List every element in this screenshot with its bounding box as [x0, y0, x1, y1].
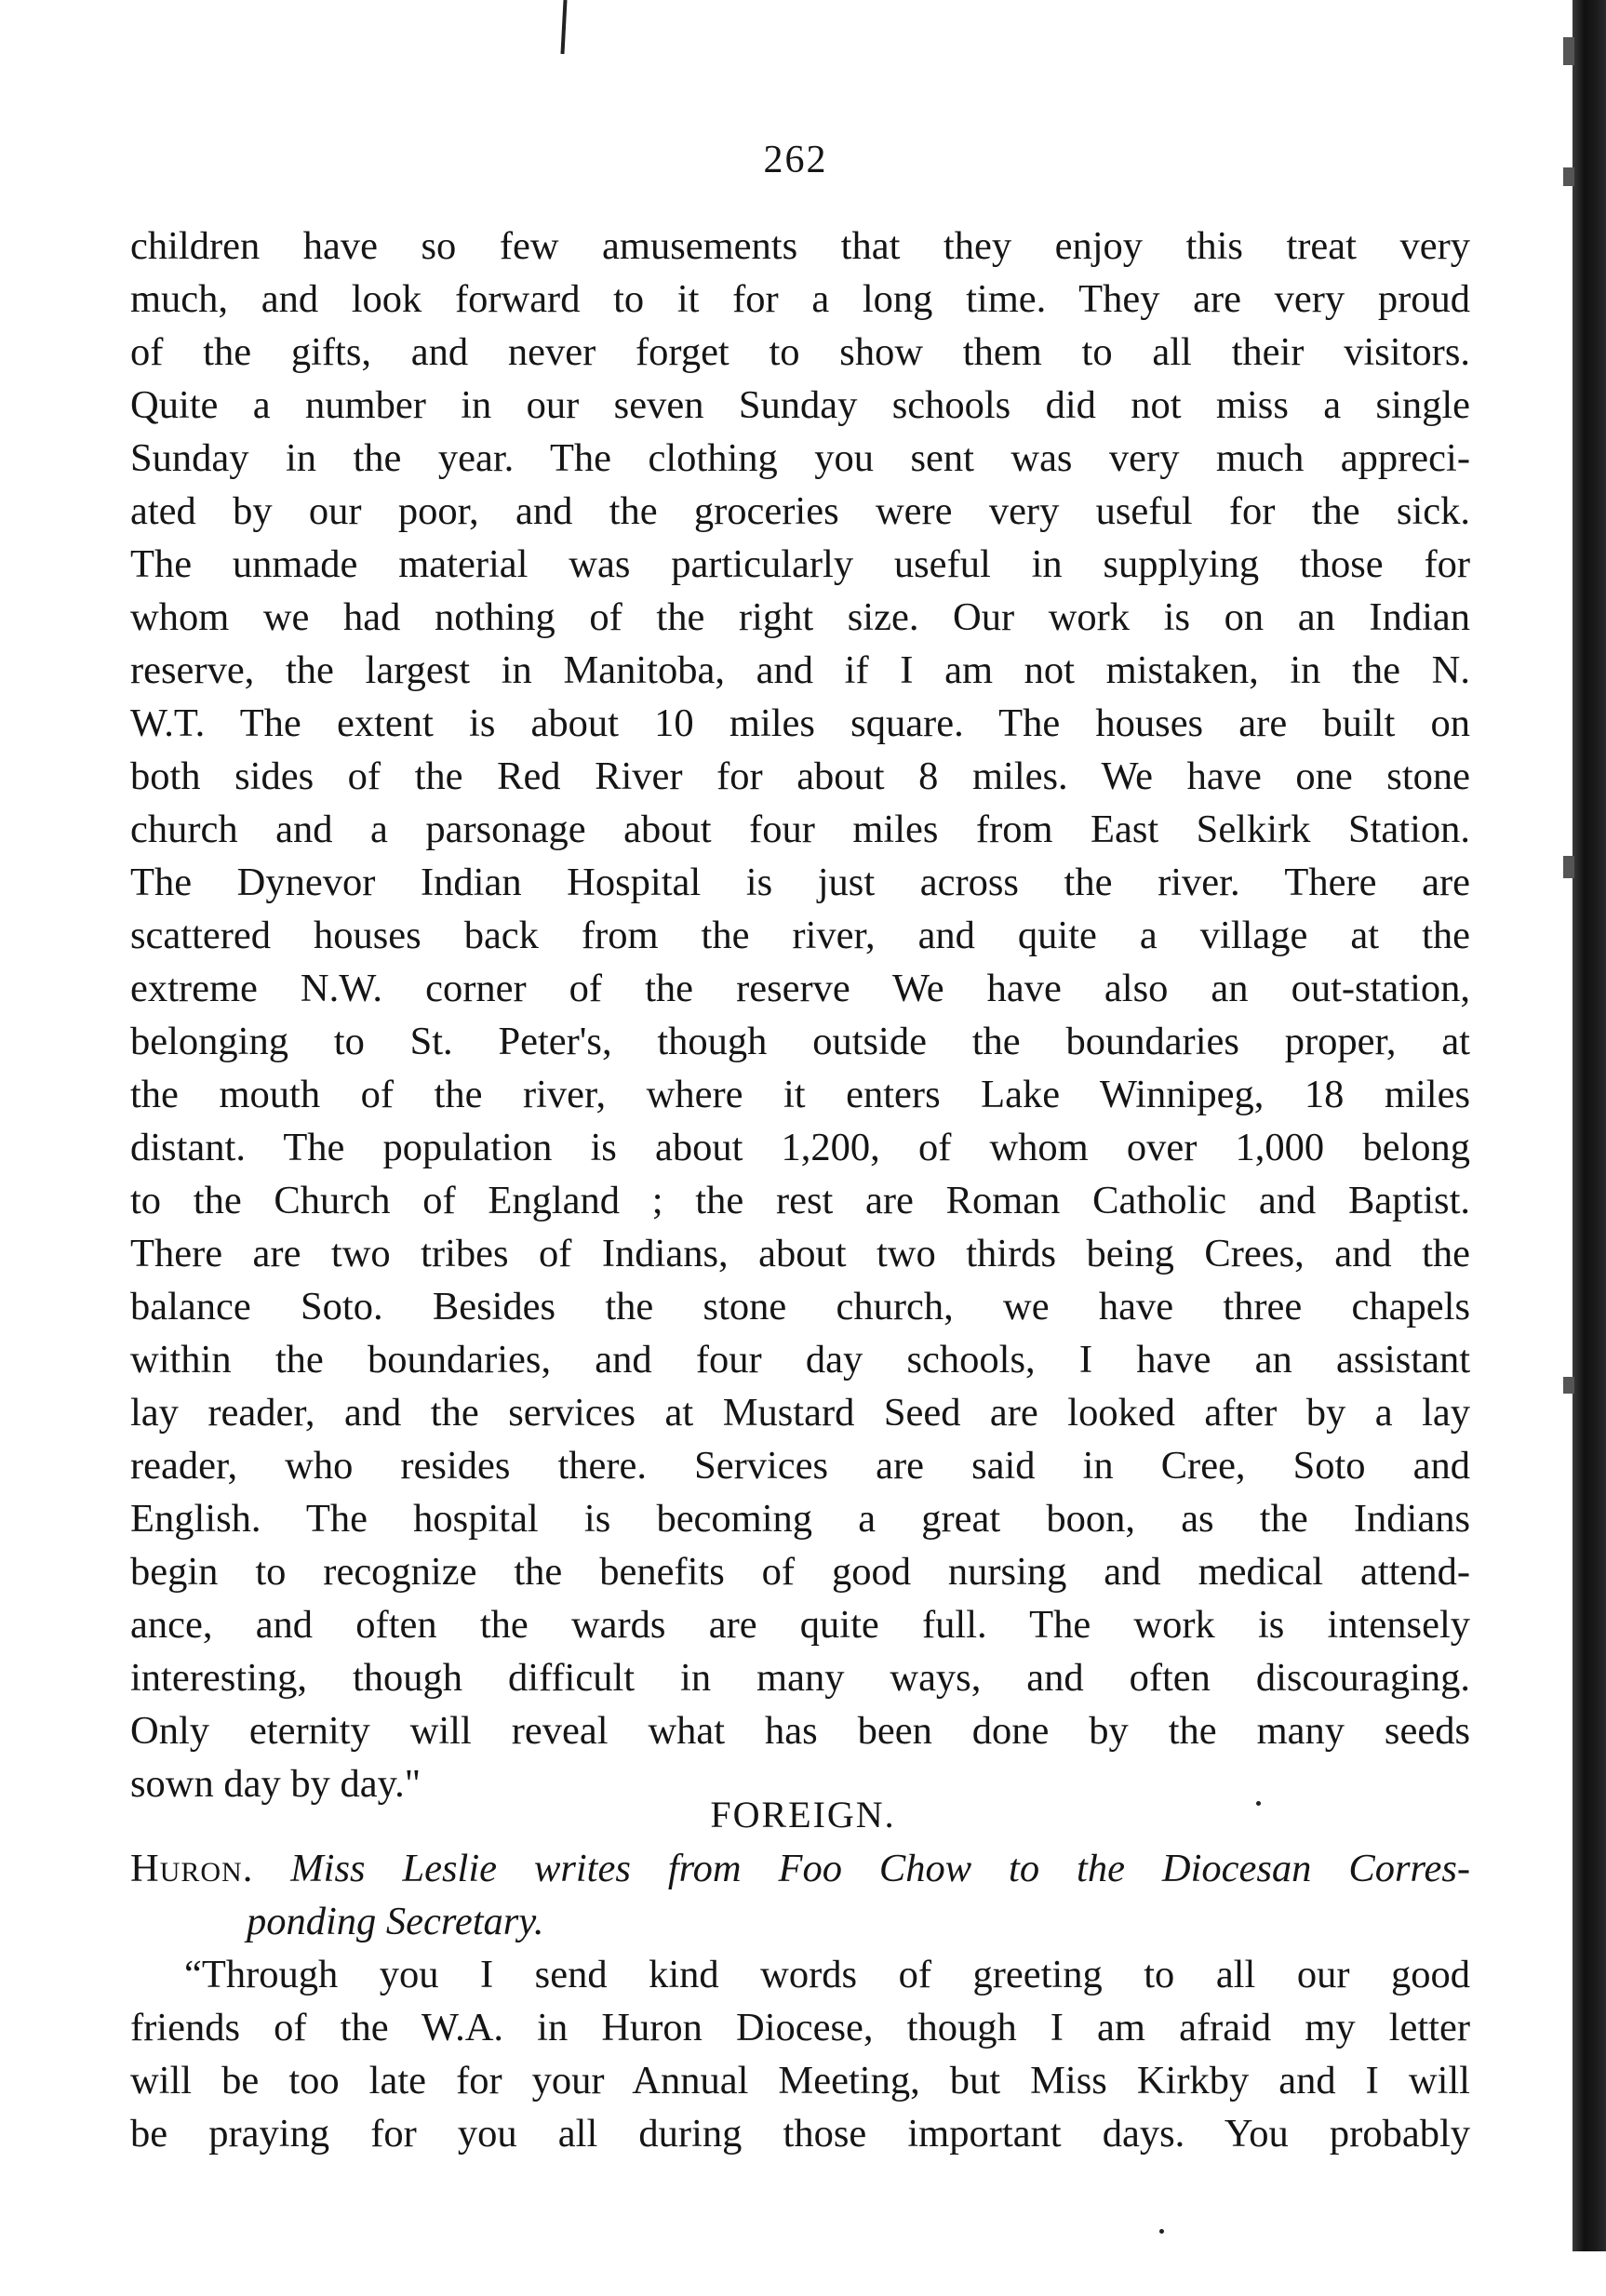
section-heading: FOREIGN. [710, 1794, 896, 1835]
top-tick-mark [560, 0, 567, 54]
body-line: W.T. The extent is about 10 miles square. The houses are built on [130, 701, 1470, 745]
body-line: of the gifts, and never forget to show them to all their visitors. [130, 330, 1470, 374]
intro-text-continued: ponding Secretary. [247, 1900, 544, 1943]
body-line: ated by our poor, and the groceries were very useful for the sick. [130, 489, 1470, 533]
scan-binding-edge [1573, 0, 1606, 2251]
diocese-intro-line [130, 1842, 1470, 1895]
body-line: extreme N.W. corner of the reserve We have also an out-station, [130, 967, 1470, 1010]
body-line: The Dynevor Indian Hospital is just across the river. There are [130, 861, 1470, 904]
body-line: ance, and often the wards are quite full. The work is intensely [130, 1603, 1470, 1647]
body-line: lay reader, and the services at Mustard Seed are looked after by a lay [130, 1391, 1470, 1435]
body-line: within the boundaries, and four day schools, I have an assistant [130, 1338, 1470, 1382]
diocese-name: Huron. [130, 1847, 254, 1890]
body-line: much, and look forward to it for a long time. They are very proud [130, 277, 1470, 321]
body-line: both sides of the Red River for about 8 miles. We have one stone [130, 754, 1470, 798]
body-line: the mouth of the river, where it enters Lake Winnipeg, 18 miles [130, 1073, 1470, 1116]
stray-dot [1159, 2229, 1164, 2234]
body-line: Only eternity will reveal what has been done by the many seeds [130, 1709, 1470, 1753]
body-line: sown day by day." [130, 1762, 422, 1806]
body-line: There are two tribes of Indians, about two thirds being Crees, and the [130, 1232, 1470, 1275]
body-line: Quite a number in our seven Sunday schools did not miss a single [130, 383, 1470, 427]
body-line: Sunday in the year. The clothing you sent was very much appreci- [130, 436, 1470, 480]
body-line: The unmade material was particularly useful in supplying those for [130, 542, 1470, 586]
letter-line: “Through you I send kind words of greeting to all our good [184, 1953, 1470, 1996]
intro-continuation [130, 1895, 1470, 1948]
scan-speckle [1563, 37, 1574, 65]
letter-line: will be too late for your Annual Meeting, but Miss Kirkby and I will [130, 2059, 1470, 2102]
body-line: English. The hospital is becoming a great boon, as the Indians [130, 1497, 1470, 1541]
body-line: to the Church of England ; the rest are Roman Catholic and Baptist. [130, 1179, 1470, 1222]
body-line: belonging to St. Peter's, though outside the boundaries proper, at [130, 1020, 1470, 1063]
body-line: distant. The population is about 1,200, of whom over 1,000 belong [130, 1126, 1470, 1169]
body-line: reader, who resides there. Services are said in Cree, Soto and [130, 1444, 1470, 1488]
body-line: begin to recognize the benefits of good nursing and medical attend- [130, 1550, 1470, 1594]
body-line: scattered houses back from the river, and quite a village at the [130, 914, 1470, 957]
foreign-section [130, 1842, 1470, 2160]
scan-speckle [1563, 167, 1574, 186]
intro-text: Miss Leslie writes from Foo Chow to the Diocesan Corres- [290, 1847, 1471, 1890]
body-line: children have so few amusements that they enjoy this treat very [130, 224, 1470, 268]
body-line: balance Soto. Besides the stone church, we have three chapels [130, 1285, 1470, 1328]
scan-speckle [1563, 1377, 1574, 1394]
stray-dot [1256, 1801, 1261, 1806]
page-number: 262 [763, 139, 828, 181]
letter-line: be praying for you all during those important days. You probably [130, 2112, 1470, 2156]
body-line: reserve, the largest in Manitoba, and if I am not mistaken, in the N. [130, 648, 1470, 692]
letter-line: friends of the W.A. in Huron Diocese, though I am afraid my letter [130, 2006, 1470, 2049]
body-line: church and a parsonage about four miles from East Selkirk Station. [130, 808, 1470, 851]
scan-speckle [1563, 856, 1574, 878]
body-line: whom we had nothing of the right size. Our work is on an Indian [130, 595, 1470, 639]
body-text [130, 220, 1470, 1810]
body-line: interesting, though difficult in many ways, and often discouraging. [130, 1656, 1470, 1700]
